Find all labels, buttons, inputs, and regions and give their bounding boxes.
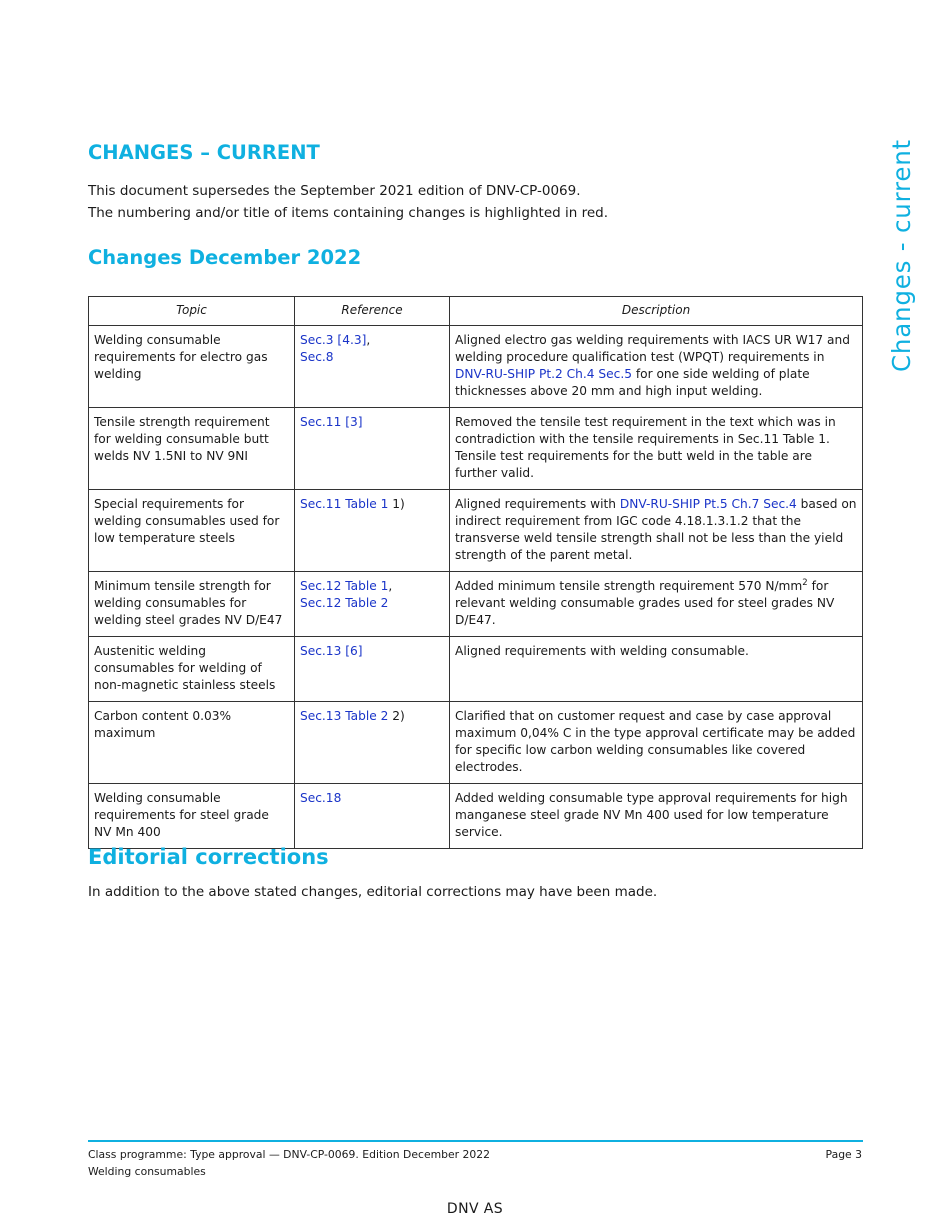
description-cell: Removed the tensile test requirement in the text which was in contradiction with the tensile requirements in Sec.11 Table 1. Tensile test requirements for the butt weld in the table are further valid. xyxy=(450,408,863,490)
reference-separator: , xyxy=(366,333,371,347)
description-cell: Added welding consumable type approval requirements for high manganese steel grade NV Mn 400 used for low temperature service. xyxy=(450,784,863,849)
table-row xyxy=(89,490,863,572)
table-row xyxy=(89,784,863,849)
footer-document-info xyxy=(88,1146,490,1180)
reference-link[interactable]: Sec.11 [3] xyxy=(300,415,363,429)
description-cell: Aligned requirements with welding consumable. xyxy=(450,637,863,702)
superscript: 2 xyxy=(802,577,808,588)
reference-link[interactable]: Sec.18 xyxy=(300,791,342,805)
company-name: DNV AS xyxy=(446,1201,504,1217)
table-row xyxy=(89,408,863,490)
table-row xyxy=(89,637,863,702)
footer-line: Class programme: Type approval — DNV-CP-0069. Edition December 2022 xyxy=(88,1148,490,1161)
reference-cell xyxy=(295,408,450,490)
reference-cell xyxy=(295,702,450,784)
footer-line: Welding consumables xyxy=(88,1165,206,1178)
description-cell: Clarified that on customer request and case by case approval maximum 0,04% C in the type approval certificate may be added for specific low carbon welding consumables like covered electrodes. xyxy=(450,702,863,784)
topic-cell: Welding consumable requirements for electro gas welding xyxy=(89,326,295,408)
page-number: Page 3 xyxy=(825,1148,862,1161)
reference-cell xyxy=(295,637,450,702)
reference-link[interactable]: Sec.13 [6] xyxy=(300,644,363,658)
description-text: for one side welding of plate thicknesses above 20 mm and high input welding. xyxy=(455,367,810,398)
changes-table xyxy=(88,296,863,849)
reference-link[interactable]: Sec.12 Table 2 xyxy=(300,596,389,610)
editorial-text: In addition to the above stated changes, editorial corrections may have been made. xyxy=(88,884,658,900)
description-text: Aligned electro gas welding requirements with IACS UR W17 and welding procedure qualification test (WPQT) requirements in xyxy=(455,333,850,364)
footer-divider xyxy=(88,1140,863,1142)
reference-link[interactable]: Sec.11 Table 1 xyxy=(300,497,389,511)
reference-cell xyxy=(295,326,450,408)
topic-cell: Tensile strength requirement for welding consumable butt welds NV 1.5NI to NV 9NI xyxy=(89,408,295,490)
table-row xyxy=(89,326,863,408)
description-cell xyxy=(450,326,863,408)
description-text: Aligned requirements with xyxy=(455,497,620,511)
reference-link[interactable]: Sec.8 xyxy=(300,350,334,364)
reference-note: 1) xyxy=(388,497,405,511)
reference-cell xyxy=(295,572,450,637)
rule-reference-link[interactable]: DNV-RU-SHIP Pt.2 Ch.4 Sec.5 xyxy=(455,367,632,381)
column-header-description: Description xyxy=(450,297,863,326)
reference-cell xyxy=(295,490,450,572)
table-row xyxy=(89,702,863,784)
topic-cell: Welding consumable requirements for steel grade NV Mn 400 xyxy=(89,784,295,849)
intro-text xyxy=(88,180,608,224)
topic-cell: Special requirements for welding consumables used for low temperature steels xyxy=(89,490,295,572)
description-text: Added minimum tensile strength requirement 570 N/mm xyxy=(455,579,803,593)
reference-note: 2) xyxy=(388,709,405,723)
intro-line: The numbering and/or title of items containing changes is highlighted in red. xyxy=(88,205,609,221)
topic-cell: Carbon content 0.03% maximum xyxy=(89,702,295,784)
side-section-title: Changes - current xyxy=(887,139,916,372)
topic-cell: Minimum tensile strength for welding consumables for welding steel grades NV D/E47 xyxy=(89,572,295,637)
description-cell xyxy=(450,572,863,637)
reference-link[interactable]: Sec.12 Table 1 xyxy=(300,579,389,593)
editorial-heading: Editorial corrections xyxy=(88,845,329,869)
topic-cell: Austenitic welding consumables for welding of non-magnetic stainless steels xyxy=(89,637,295,702)
reference-cell xyxy=(295,784,450,849)
description-cell xyxy=(450,490,863,572)
table-row xyxy=(89,572,863,637)
description-text: based on indirect requirement from IGC code 4.18.1.3.1.2 that the transverse weld tensile strength shall not be less than the yield strength of the parent metal. xyxy=(455,497,857,562)
reference-link[interactable]: Sec.13 Table 2 xyxy=(300,709,389,723)
rule-reference-link[interactable]: DNV-RU-SHIP Pt.5 Ch.7 Sec.4 xyxy=(619,497,797,511)
reference-link[interactable]: Sec.3 [4.3] xyxy=(300,333,367,347)
description-text: for relevant welding consumable grades used for steel grades NV D/E47. xyxy=(455,579,835,627)
column-header-topic: Topic xyxy=(89,297,295,326)
intro-line: This document supersedes the September 2021 edition of DNV-CP-0069. xyxy=(88,183,581,199)
changes-heading: Changes December 2022 xyxy=(88,246,362,269)
page-title: CHANGES – CURRENT xyxy=(88,141,320,164)
column-header-reference: Reference xyxy=(295,297,450,326)
reference-separator: , xyxy=(388,579,393,593)
table-header-row xyxy=(89,297,863,326)
